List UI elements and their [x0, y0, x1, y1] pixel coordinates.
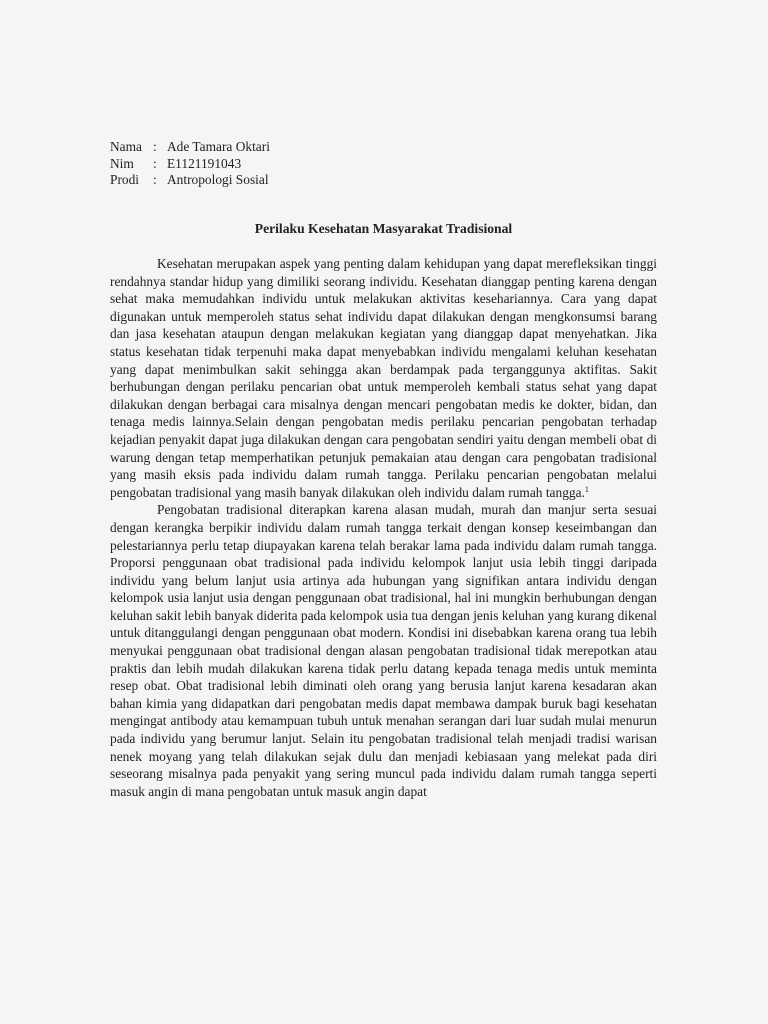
- identity-separator: :: [153, 155, 157, 171]
- document-title: Perilaku Kesehatan Masyarakat Tradisional: [254, 221, 513, 236]
- identity-row-name: [110, 139, 270, 156]
- student-identity: [110, 139, 270, 189]
- paragraph-text: Kesehatan merupakan aspek yang penting dalam kehidupan yang dapat merefleksikan tinggi rendahnya standar hidup yang dimiliki seorang individu. Kesehatan dianggap penting karena dengan sehat maka memudahkan individu untuk melakukan aktivitas kesehariannya. Cara yang dapat digunakan untuk memperoleh status sehat individu dapat dilakukan dengan mengkonsumsi barang dan jasa kesehatan ataupun dengan melakukan kegiatan yang dianggap dapat menyehatkan. Jika status kesehatan tidak terpenuhi maka dapat menyebabkan individu mengalami keluhan kesehatan yang dapat menimbulkan sakit sehingga akan berdampak pada terganggunya aktifitas. Sakit berhubungan dengan perilaku pencarian obat untuk memperoleh kembali status sehat yang dapat dilakukan dengan berbagai cara misalnya dengan mencari pengobatan medis ke dokter, bidan, dan tenaga medis lainnya.Selain dengan pengobatan medis perilaku pencarian pengobatan terhadap kejadian penyakit dapat juga dilakukan dengan cara pengobatan sendiri yaitu dengan membeli obat di warung dengan tetap memperhatikan petunjuk pemakaian atau dengan cara pengobatan tradisional yang masih eksis pada individu dalam rumah tangga. Perilaku pencarian pengobatan melalui pengobatan tradisional yang masih banyak dilakukan oleh individu dalam rumah tangga.: [110, 256, 657, 500]
- paragraph-text: Pengobatan tradisional diterapkan karena alasan mudah, murah dan manjur serta sesuai dengan kerangka berpikir individu dalam rumah tangga terkait dengan konsep keseimbangan dan pelestariannya perlu tetap diupayakan karena telah berakar lama pada individu dalam rumah tangga. Proporsi penggunaan obat tradisional pada individu kelompok lanjut usia lebih tinggi daripada individu yang belum lanjut usia artinya ada hubungan yang signifikan antara individu dengan kelompok usia lanjut usia dengan penggunaan obat tradisional, hal ini mungkin berhubungan dengan keluhan sakit lebih banyak diderita pada kelompok usia tua dengan jenis keluhan yang kurang dikenal untuk ditanggulangi dengan penggunaan obat modern. Kondisi ini disebabkan karena orang tua lebih menyukai penggunaan obat tradisional dengan alasan pengobatan tradisional tidak merepotkan atau praktis dan lebih mudah dilakukan karena tidak perlu datang kepada tenaga medis untuk meminta resep obat. Obat tradisional lebih diminati oleh orang yang berusia lanjut karena kesadaran akan bahan kimia yang didapatkan dari pengobatan medis dapat membawa dampak buruk bagi kesehatan mengingat antibody atau kemampuan tubuh untuk menahan serangan dari luar sudah mulai menurun pada individu yang berumur lanjut. Selain itu pengobatan tradisional telah menjadi tradisi warisan nenek moyang yang telah dilakukan sejak dulu dan menjadi kebiasaan yang melekat pada diri seseorang misalnya pada penyakit yang sering muncul pada individu dalam rumah tangga seperti masuk angin di mana pengobatan untuk masuk angin dapat: [110, 502, 657, 799]
- body-paragraph: [110, 255, 657, 501]
- identity-value: E1121191043: [167, 155, 242, 171]
- body-paragraph: [110, 501, 657, 800]
- identity-separator: :: [153, 139, 157, 154]
- identity-value: Antropologi Sosial: [167, 172, 269, 187]
- identity-value: Ade Tamara Oktari: [167, 139, 270, 154]
- identity-row-prodi: [110, 172, 270, 189]
- identity-label: Nama: [110, 139, 142, 154]
- identity-separator: :: [153, 172, 157, 187]
- identity-label: Prodi: [110, 172, 140, 187]
- identity-row-nim: [110, 156, 270, 173]
- identity-label: Nim: [110, 155, 134, 171]
- footnote-marker: 1: [584, 484, 589, 494]
- document-body: [110, 255, 657, 800]
